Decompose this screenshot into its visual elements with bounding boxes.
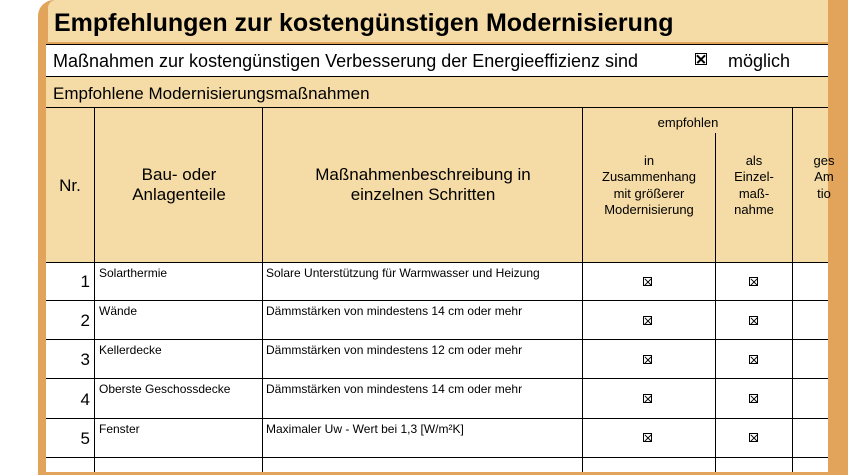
header-empfohlen: empfohlen bbox=[657, 115, 719, 130]
header-ges-line: ges bbox=[813, 153, 835, 168]
row-nr: 5 bbox=[80, 429, 90, 448]
header-zus-line: in bbox=[643, 153, 655, 168]
row-part: Kellerdecke bbox=[99, 343, 162, 357]
row-einzel-checkbox[interactable] bbox=[749, 394, 758, 403]
row-zus-checkbox[interactable] bbox=[643, 277, 652, 286]
measures-text: Maßnahmen zur kostengünstigen Verbesserung der Energieeffizienz sind bbox=[53, 51, 639, 71]
header-einzelmassnahme bbox=[716, 153, 792, 218]
table-body bbox=[46, 262, 828, 472]
row-description: Dämmstärken von mindestens 14 cm oder mehr bbox=[266, 304, 523, 318]
row-nr: 1 bbox=[80, 272, 90, 291]
header-bau-line: Bau- oder bbox=[141, 165, 217, 184]
measures-checkbox[interactable] bbox=[695, 53, 707, 65]
header-zus-line: mit größerer bbox=[613, 185, 685, 201]
row-description: Maximaler Uw - Wert bei 1,3 [W/m²K] bbox=[266, 422, 464, 436]
row-zus-checkbox[interactable] bbox=[643, 394, 652, 403]
header-zusammenhang bbox=[584, 153, 714, 218]
row-divider bbox=[46, 339, 828, 340]
header-ges-line: tio bbox=[817, 185, 831, 201]
row-einzel-checkbox[interactable] bbox=[749, 277, 758, 286]
header-bau-line: Anlagenteile bbox=[132, 185, 226, 205]
row-zus-checkbox[interactable] bbox=[643, 316, 652, 325]
header-massnahme-line: Maßnahmenbeschreibung in bbox=[315, 165, 531, 184]
row-divider bbox=[46, 300, 828, 301]
header-zus-line: Zusammenhang bbox=[602, 169, 696, 185]
row-description: Solare Unterstützung für Warmwasser und Heizung bbox=[266, 266, 540, 280]
header-geschaetzt bbox=[794, 153, 854, 202]
measures-status: möglich bbox=[728, 51, 791, 71]
row-description: Dämmstärken von mindestens 14 cm oder mehr bbox=[266, 382, 523, 396]
header-einzel-line: Einzel- bbox=[734, 169, 774, 185]
header-massnahme-line: einzelnen Schritten bbox=[350, 185, 496, 205]
row-nr: 4 bbox=[80, 390, 90, 409]
header-einzel-line: nahme bbox=[734, 201, 774, 217]
row-einzel-checkbox[interactable] bbox=[749, 316, 758, 325]
row-nr: 3 bbox=[80, 350, 90, 369]
row-description: Dämmstärken von mindestens 12 cm oder mehr bbox=[266, 343, 523, 357]
section-title: Empfohlene Modernisierungsmaßnahmen bbox=[53, 84, 370, 103]
row-part: Oberste Geschossdecke bbox=[99, 382, 231, 396]
row-divider bbox=[46, 457, 828, 458]
row-einzel-checkbox[interactable] bbox=[749, 433, 758, 442]
header-nr: Nr. bbox=[59, 176, 81, 195]
header-zus-line: Modernisierung bbox=[604, 201, 694, 217]
page-title: Empfehlungen zur kostengünstigen Modernisierung bbox=[54, 9, 674, 37]
header-ges-line: Am bbox=[814, 169, 834, 185]
header-einzel-line: maß- bbox=[738, 185, 770, 201]
row-part: Wände bbox=[99, 304, 138, 318]
header-einzel-line: als bbox=[745, 153, 763, 168]
row-einzel-checkbox[interactable] bbox=[749, 355, 758, 364]
row-nr: 2 bbox=[80, 311, 90, 330]
header-bau bbox=[96, 165, 262, 206]
row-zus-checkbox[interactable] bbox=[643, 433, 652, 442]
row-divider bbox=[46, 262, 828, 263]
row-divider bbox=[46, 418, 828, 419]
header-massnahme bbox=[264, 165, 582, 206]
row-zus-checkbox[interactable] bbox=[643, 355, 652, 364]
row-part: Fenster bbox=[99, 422, 140, 436]
row-divider bbox=[46, 378, 828, 379]
row-part: Solarthermie bbox=[99, 266, 168, 280]
